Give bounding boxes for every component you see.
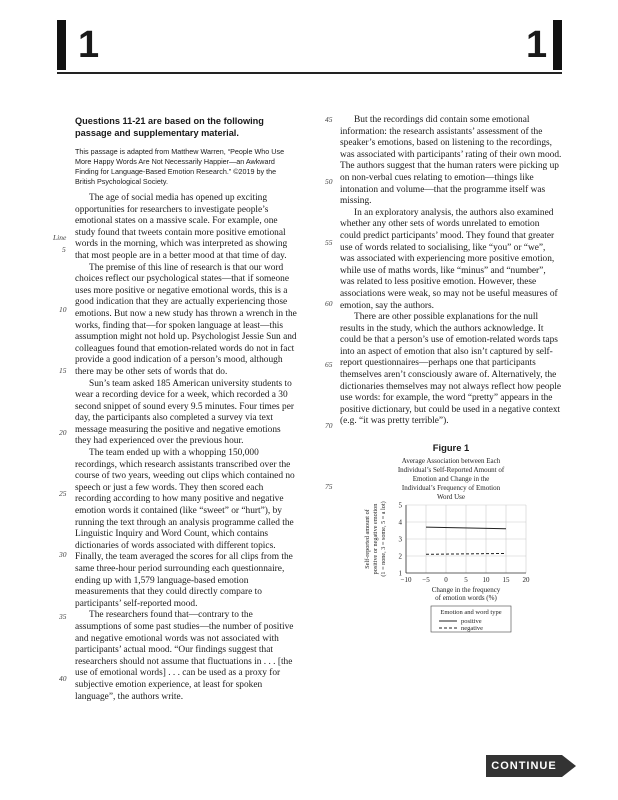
section-bar-left	[57, 20, 66, 70]
chart-x-tick-label: 20	[522, 576, 530, 585]
section-bar-right	[553, 20, 562, 70]
chart-x-axis-label: Change in the frequency	[431, 586, 501, 595]
chart-y-tick-label: 1	[398, 569, 402, 578]
chart-x-tick-label: 0	[444, 576, 448, 585]
chart-y-tick-label: 3	[398, 535, 402, 544]
paragraph-7: In an exploratory analysis, the authors also examined whether any other sets of words unrelated to emotion could predict participants’ mood. They found that greater use of words related to socialising, like “you” or “we”, was associated with experiencing more positive emotion, while use of maths words, like “minus” and “number”, was related to less positive emotion. However, these associations were weak, so may not be useful measures of emotion, say the authors.	[340, 207, 558, 311]
right-column	[340, 115, 562, 695]
line-number: 70	[325, 421, 333, 430]
chart-y-tick-label: 5	[398, 501, 402, 510]
paragraph-8: There are other possible explanations for the null results in the study, which the authors acknowledge. It could be that a person’s use of emotion-related words taps into an aspect of emotion that also isn’t captured by self-report questionnaires—perhaps one that participants themselves aren’t consciously aware of. Alternatively, the dictionaries themselves may not always reflect how people use words: for example, the word “pretty” appears in the positive dictionary, but could be used in a negative context (e.g. “it was pretty terrible”).	[340, 312, 562, 427]
line-label: Line	[53, 233, 67, 242]
continue-label: CONTINUE	[486, 755, 562, 777]
chart-x-tick-label: 5	[464, 576, 468, 585]
line-number: 15	[59, 366, 67, 375]
line-number: 75	[325, 482, 333, 491]
continue-button[interactable]	[486, 755, 576, 777]
chart-y-tick-label: 2	[398, 552, 402, 561]
left-column	[75, 115, 297, 703]
chart-x-tick-label: 15	[502, 576, 510, 585]
line-number: 60	[325, 299, 333, 308]
chart-legend-title: Emotion and word type	[440, 609, 502, 617]
figure-label: Figure 1	[432, 442, 470, 454]
line-number: 20	[59, 428, 67, 437]
chart-y-tick-label: 4	[398, 518, 402, 527]
chart-title-line: Individual’s Frequency of Emotion	[401, 484, 501, 493]
paragraph-5: The researchers found that—contrary to the assumptions of some past studies—the number of positive and negative emotional words was not associated with participants’ actual mood. “Our findings suggest that researchers should not assume that fluctuations in . . . [the use of emotional words] . . . can be used as a proxy for subjective emotion experience, at least for spoken language”, the authors write.	[75, 610, 294, 702]
chart-legend-label: positive	[461, 618, 482, 626]
arrow-right-icon	[562, 755, 576, 777]
line-number: 55	[325, 238, 333, 247]
passage-right	[340, 115, 562, 428]
line-number: 30	[59, 550, 67, 559]
chart-y-axis-label: positive or negative emotion	[372, 503, 379, 575]
section-number-left: 1	[78, 24, 100, 66]
chart-title-line: Individual’s Self-Reported Amount of	[397, 466, 505, 475]
line-number: 5	[62, 245, 66, 254]
chart-title-line: Emotion and Change in the	[412, 475, 490, 484]
paragraph-4: The team ended up with a whopping 150,000 recordings, which research assistants transcribed over the course of two years, weeding out clips which contained no speech or just a few words. They then scored each recording according to how many positive and negative emotion words it contained (like “sweet” or “hurt”), by running the text through an analysis programme called the Linguistic Inquiry and Word Count, which contains dictionaries of words associated with different topics. Finally, the team averaged the scores for all clips from the same three-hour period surrounding each questionnaire, ending up with 1,579 language-based emotion measurements that they could directly compare to participants’ self-reported mood.	[75, 448, 295, 609]
chart-x-tick-label: −5	[422, 576, 430, 585]
chart-x-axis-label: of emotion words (%)	[435, 594, 497, 603]
chart-x-tick-label: 10	[482, 576, 490, 585]
chart-legend-label: negative	[461, 625, 484, 633]
passage-left	[75, 193, 297, 703]
header-rule	[57, 72, 562, 74]
paragraph-3: Sun’s team asked 185 American university students to wear a recording device for a week, which recorded a 30 second snippet of sound every 9.5 minutes. Four times per day, the participants also completed a survey via text message measuring the positive and negative emotions they had experienced over the previous hour.	[75, 378, 294, 447]
paragraph-1: The age of social media has opened up exciting opportunities for researchers to investigate people’s emotional states on a massive scale. For example, one study found that tweets contain more positive emotional words in the morning, which was interpreted as showing that most people are in a better mood at that time of day.	[75, 193, 288, 261]
chart-y-axis-label: Self-reported amount of	[364, 509, 371, 569]
line-number: 35	[59, 612, 67, 621]
line-number: 10	[59, 305, 67, 314]
line-number: 50	[325, 177, 333, 186]
section-number-right: 1	[526, 24, 548, 66]
paragraph-6: But the recordings did contain some emotional information: the research assistants’ assessment of the speaker’s emotions, based on listening to the recordings, was associated with participants’ rating of their own mood. The authors suggest that the human raters were picking up on non-verbal cues relating to emotion—things like intonation and volume—that the programme itself was missing.	[340, 115, 562, 207]
line-number: 25	[59, 489, 67, 498]
passage-source-note: This passage is adapted from Matthew Warren, “People Who Use More Happy Words Are Not Necessarily Happier—an Awkward Finding for Language-Based Emotion Research.” ©2019 by the British Psychological Society.	[75, 147, 285, 186]
chart-y-axis-label: (1 = none, 3 = some, 5 = a lot)	[380, 501, 387, 577]
line-number: 40	[59, 674, 67, 683]
line-number: 45	[325, 115, 333, 124]
line-number: 65	[325, 360, 333, 369]
chart-x-tick-label: −10	[400, 576, 412, 585]
paragraph-2: The premise of this line of research is that our word choices reflect our psychological states—that if someone uses more positive or negative emotional words, this is a good indication that they are actually experiencing those emotions. But now a new study has thrown a wrench in the works, finding that—for spoken language at least—this assumption might not hold up. Psychologist Jessie Sun and colleagues found that emotion-related words do not in fact provide a good indication of a person’s mood, although there may be other sets of words that do.	[75, 262, 297, 377]
figure-1-chart	[351, 455, 551, 695]
chart-title-line: Word Use	[436, 493, 466, 502]
passage-intro-heading: Questions 11-21 are based on the following passage and supplementary material.	[75, 116, 264, 138]
chart-title-line: Average Association between Each	[401, 457, 501, 466]
